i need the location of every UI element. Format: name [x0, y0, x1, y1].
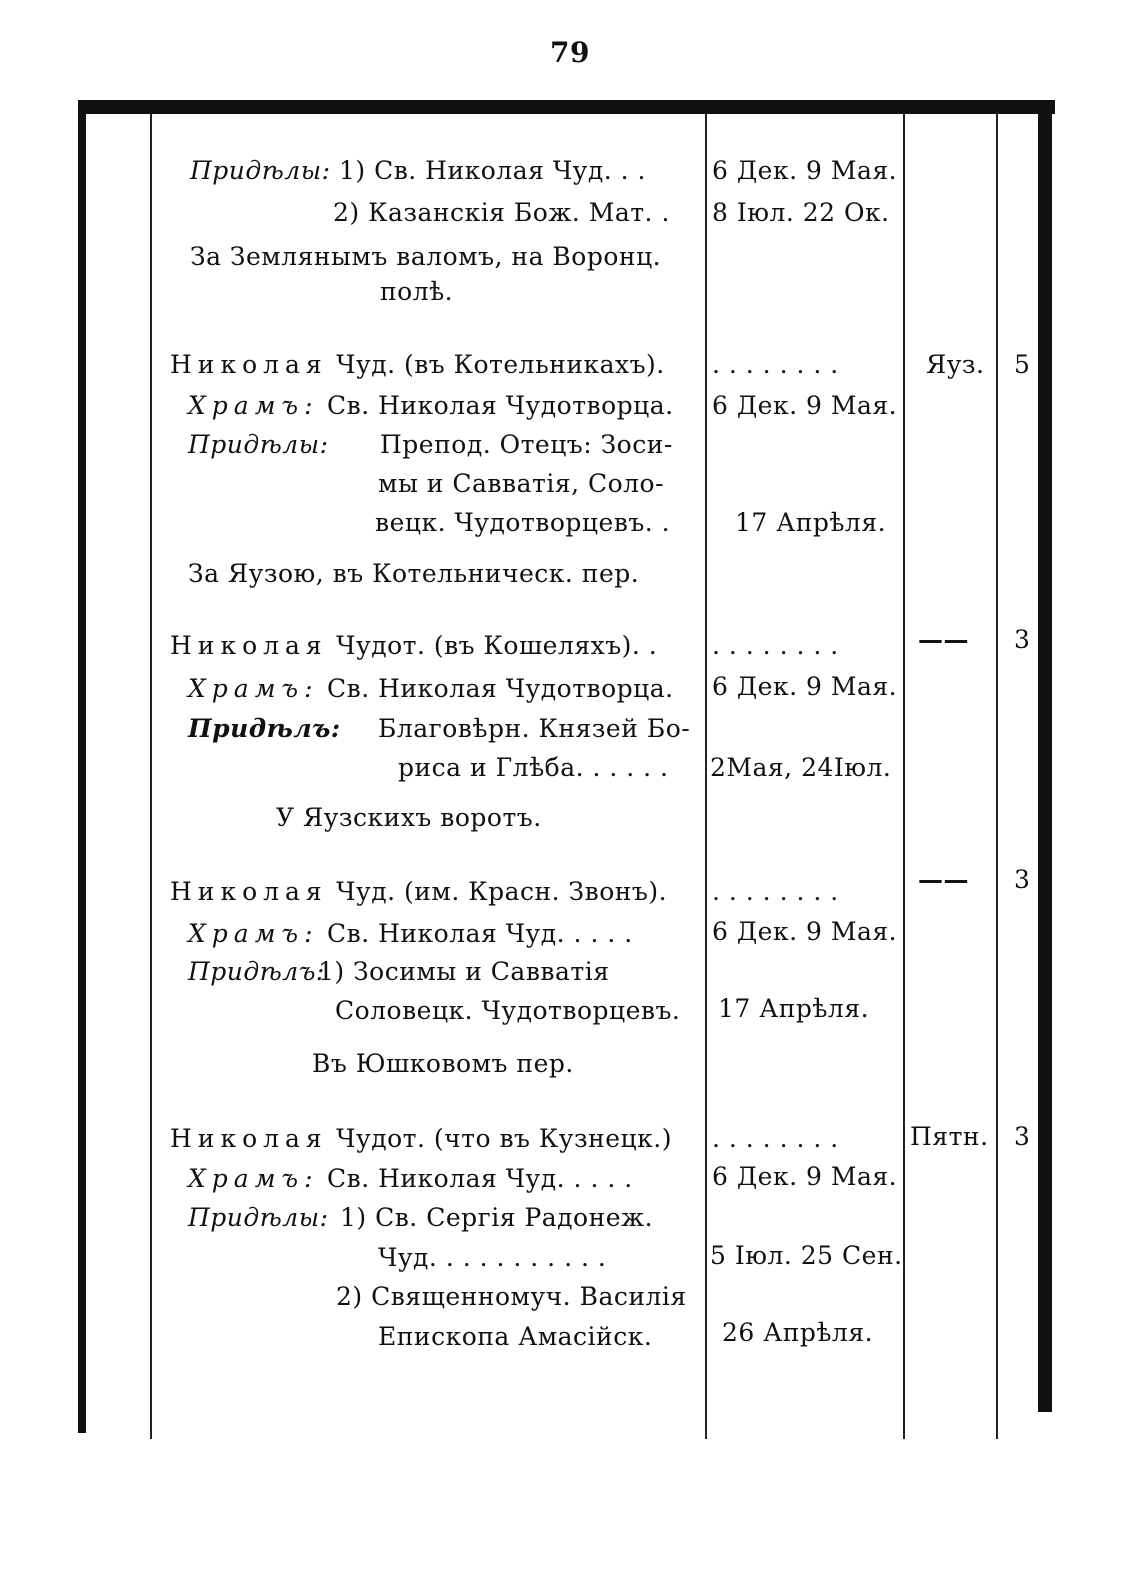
- feast-date: 2Мая, 24Іюл.: [710, 753, 892, 782]
- column-rule-dates: [705, 114, 707, 1439]
- page-number: 79: [550, 36, 590, 69]
- church-name: Николая: [170, 631, 328, 660]
- feast-date: 6 Дек. 9 Мая.: [712, 917, 898, 946]
- church-title: [170, 877, 667, 906]
- leader-dots: . . . . . . . .: [712, 1124, 839, 1153]
- feast-date: 6 Дек. 9 Мая.: [712, 156, 898, 185]
- side-chapels-label: Придѣлъ:: [188, 957, 325, 986]
- district: Яуз.: [926, 350, 985, 379]
- side-chapels-label: Придѣлы:: [188, 1203, 329, 1232]
- main-altar-label: Храмъ:: [188, 674, 319, 703]
- main-altar-line: [188, 674, 674, 703]
- column-rule-rank: [996, 114, 998, 1439]
- side-chapel-text: Благовѣрн. Князей Бо-: [378, 714, 691, 743]
- address-line: У Яузскихъ воротъ.: [276, 803, 542, 832]
- church-title: [170, 1124, 672, 1153]
- district: Пятн.: [910, 1122, 989, 1151]
- main-altar-text: Св. Николая Чуд. . . . .: [326, 1164, 633, 1193]
- rank: 3: [1014, 1122, 1031, 1151]
- address-line: Въ Юшковомъ пер.: [312, 1049, 574, 1078]
- feast-date: 17 Апрѣля.: [718, 994, 870, 1023]
- leader-dots: . . . . . . . .: [712, 631, 839, 660]
- side-chapel-text: 1) Св. Николая Чуд. . .: [338, 156, 646, 185]
- church-title: [170, 631, 657, 660]
- side-chapel-text: Соловецк. Чудотворцевъ.: [335, 996, 681, 1025]
- side-chapel-text: Чуд. . . . . . . . . . .: [378, 1243, 607, 1272]
- church-title-rest: Чуд. (им. Красн. Звонъ).: [336, 877, 668, 906]
- side-chapel-text: риса и Глѣба. . . . . .: [398, 753, 669, 782]
- church-title: [170, 350, 665, 379]
- side-chapels-line-1: [190, 156, 646, 185]
- side-chapel-text: 1) Св. Сергія Радонеж.: [340, 1203, 654, 1232]
- district-dash: ——: [918, 625, 969, 654]
- main-altar-line: [188, 391, 674, 420]
- main-altar-label: Храмъ:: [188, 919, 319, 948]
- address-line: За Яузою, въ Котельническ. пер.: [188, 559, 640, 588]
- feast-date: 17 Апрѣля.: [735, 508, 887, 537]
- side-chapels-label: Придѣлы:: [188, 430, 329, 459]
- side-chapel-text: 2) Казанскія Бож. Мат. .: [333, 198, 670, 227]
- feast-date: 6 Дек. 9 Мая.: [712, 672, 898, 701]
- rank: 5: [1014, 350, 1031, 379]
- side-chapels-label: Придѣлы:: [190, 156, 331, 185]
- church-name: Николая: [170, 350, 328, 379]
- address-line: полѣ.: [380, 277, 454, 306]
- rank: 3: [1014, 865, 1031, 894]
- column-rule-district: [903, 114, 905, 1439]
- leader-dots: . . . . . . . .: [712, 877, 839, 906]
- feast-date: 8 Іюл. 22 Ок.: [712, 198, 890, 227]
- feast-date: 6 Дек. 9 Мая.: [712, 391, 898, 420]
- side-chapel-text: 2) Священномуч. Василія: [336, 1282, 687, 1311]
- main-altar-label: Храмъ:: [188, 1164, 319, 1193]
- feast-date: 6 Дек. 9 Мая.: [712, 1162, 898, 1191]
- main-altar-line: [188, 1164, 633, 1193]
- church-name: Николая: [170, 877, 328, 906]
- church-title-rest: Чудот. (въ Кошеляхъ). .: [336, 631, 658, 660]
- church-name: Николая: [170, 1124, 328, 1153]
- side-chapel-text: 1) Зосимы и Савватія: [318, 957, 610, 986]
- church-title-rest: Чудот. (что въ Кузнецк.): [336, 1124, 672, 1153]
- main-altar-line: [188, 919, 633, 948]
- main-altar-text: Св. Николая Чудотворца.: [326, 391, 674, 420]
- column-rule-margin: [150, 114, 152, 1439]
- side-chapels-label: Придѣлъ:: [188, 714, 341, 743]
- table-right-rule: [1038, 100, 1052, 1412]
- side-chapel-text: мы и Савватія, Соло-: [378, 469, 665, 498]
- feast-date: 26 Апрѣля.: [722, 1318, 874, 1347]
- side-chapel-text: вецк. Чудотворцевъ. .: [375, 508, 671, 537]
- main-altar-text: Св. Николая Чуд. . . . .: [326, 919, 633, 948]
- address-line: За Землянымъ валомъ, на Воронц.: [190, 242, 662, 271]
- rank: 3: [1014, 625, 1031, 654]
- main-altar-label: Храмъ:: [188, 391, 319, 420]
- main-altar-text: Св. Николая Чудотворца.: [326, 674, 674, 703]
- table-left-rule: [78, 100, 86, 1433]
- church-title-rest: Чуд. (въ Котельникахъ).: [336, 350, 665, 379]
- side-chapel-text: Препод. Отецъ: Зоси-: [380, 430, 673, 459]
- table-top-rule: [78, 100, 1055, 114]
- feast-date: 5 Іюл. 25 Сен.: [710, 1241, 903, 1270]
- district-dash: ——: [918, 865, 969, 894]
- side-chapel-text: Епископа Амасійск.: [378, 1322, 653, 1351]
- leader-dots: . . . . . . . .: [712, 350, 839, 379]
